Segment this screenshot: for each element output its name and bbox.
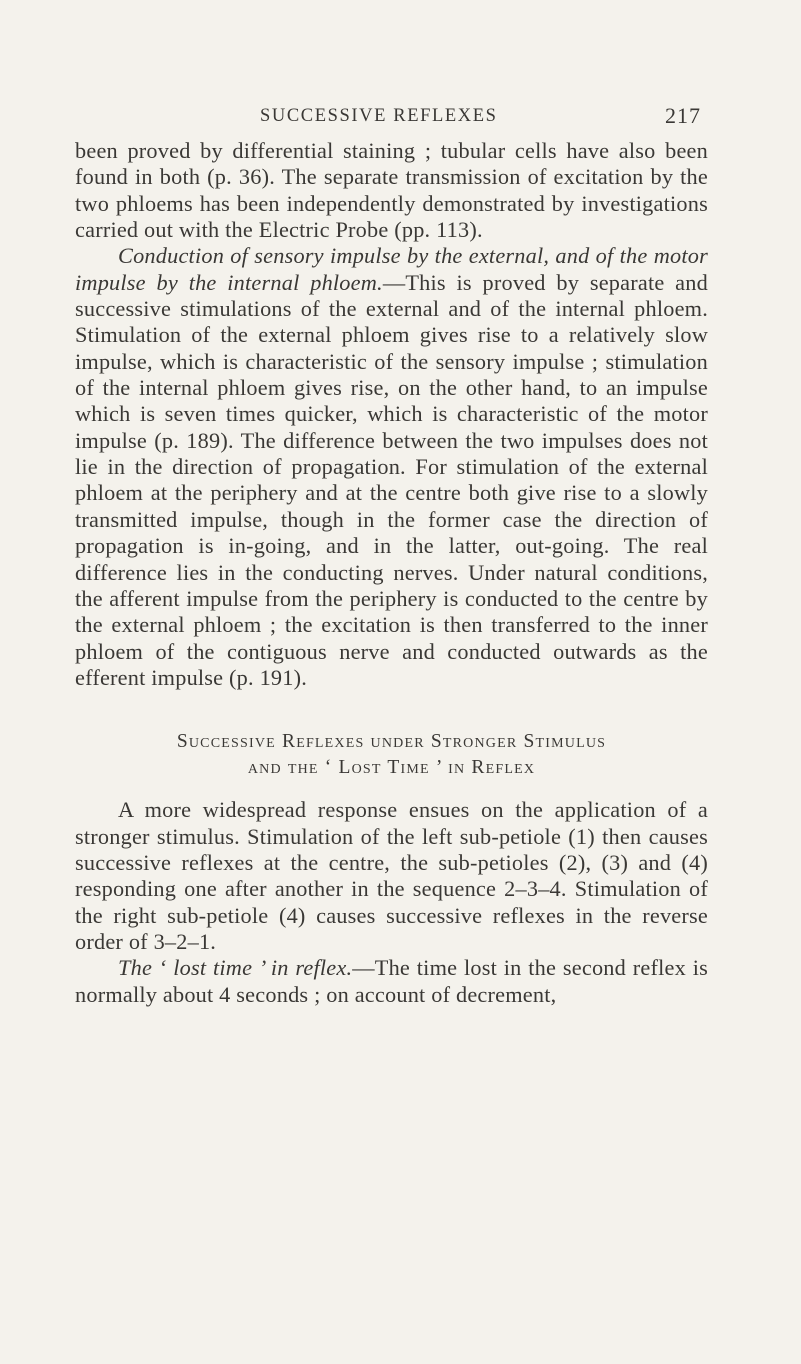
paragraph-4-heading: The ‘ lost time ’ in reflex. — [118, 955, 353, 981]
section-heading-line-1: Successive Reflexes under Stronger Stimulus — [176, 731, 607, 753]
paragraph-2 — [75, 243, 708, 691]
paragraph-2-body: —This is proved by separate and successive stimulations of the external and of the internal phloem. Stimulation of the external phloem gives rise to a relatively slow impulse, which is characteristic of the sensory impulse ; stimulation of the internal phloem gives rise, on the other hand, to an impulse which is seven times quicker, which is characteristic of the motor impulse (p. 189). The difference between the two impulses does not lie in the direction of propagation. For stimulation of the external phloem at the periphery and at the centre both give rise to a slowly transmitted impulse, though in the former case the direction of propagation is in-going, and in the latter, out-going. The real difference lies in the conducting nerves. Under natural conditions, the afferent impulse from the periphery is conducted to the centre by the external phloem ; the excitation is then transferred to the inner phloem of the contiguous nerve and conducted outwards as the efferent impulse (p. 191). — [75, 269, 708, 690]
page-number: 217 — [665, 103, 701, 128]
paragraph-1: been proved by differential staining ; tubular cells have also been found in both (p. 36). The separate transmission of excitation by the two phloems has been independently demonstrated by investigations carried out with the Electric Probe (pp. 113). — [75, 138, 708, 243]
paragraph-4-body: —The time lost in the second reflex is normally about 4 seconds ; on account of decrement, — [75, 955, 708, 1007]
body-text — [75, 138, 708, 1008]
paragraph-3: A more widespread response ensues on the application of a stronger stimulus. Stimulation of the left sub-petiole (1) then causes successive reflexes at the centre, the sub-petioles (2), (3) and (4) responding one after another in the sequence 2–3–4. Stimulation of the right sub-petiole (4) causes successive reflexes in the reverse order of 3–2–1. — [75, 797, 708, 954]
paragraph-2-heading: Conduction of sensory impulse by the external, and of the motor impulse by the internal phloem. — [75, 243, 708, 295]
running-head — [0, 101, 801, 131]
running-title: SUCCESSIVE REFLEXES — [260, 106, 498, 126]
section-heading-line-2: and the ‘ Lost Time ’ in Reflex — [247, 757, 536, 779]
paragraph-4 — [75, 955, 708, 1008]
section-heading — [75, 729, 708, 781]
